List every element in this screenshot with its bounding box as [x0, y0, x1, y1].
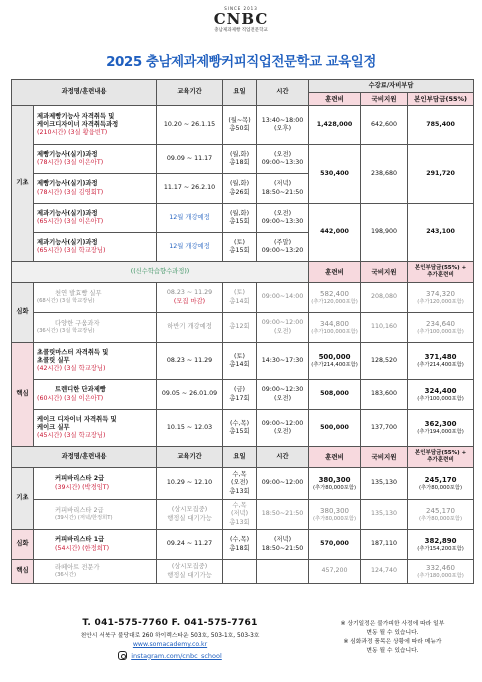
course-period: 08.23 ~ 11.29 (모집 마감): [157, 283, 223, 313]
header-day: 요일: [223, 80, 257, 106]
course-fee: 380,300 (추가80,000포함): [309, 468, 361, 500]
course-fee: 442,000: [309, 204, 361, 262]
sub-header-self: 본인부담금(55%) + 추가훈련비: [408, 262, 474, 283]
header-time: 시간: [257, 80, 309, 106]
table-row: [12, 468, 474, 500]
sub-header-support: 국비지원: [361, 262, 408, 283]
course-day: (토) 총14회: [223, 283, 257, 313]
course-fee: 457,200: [309, 560, 361, 584]
course-period: 09.05 ~ 26.01.09: [157, 380, 223, 410]
course-period: (상시모집중) 행정실 대기가능: [157, 500, 223, 530]
header2-day: 요일: [223, 447, 257, 468]
contact-info: [20, 618, 320, 660]
course-self: 245,170 (추가80,000포함): [408, 500, 474, 530]
course-self: 291,720: [408, 145, 474, 204]
course-support: 642,600: [361, 106, 408, 145]
course-name: 트렌디한 단과제빵 (60시간) (3실 이은아T): [34, 380, 157, 410]
course-time: (오전) 09:00~13:30: [257, 145, 309, 174]
course-day: (토) 총15회: [223, 233, 257, 262]
course-self: 324,400 (추가100,000포함): [408, 380, 474, 410]
course-fee: 1,428,000: [309, 106, 361, 145]
course-time: 09:00~14:00: [257, 283, 309, 313]
course-support: 238,680: [361, 145, 408, 204]
course-name: 라떼아트 전문가 (36시간): [34, 560, 157, 584]
header2-support: 국비지원: [361, 447, 408, 468]
instagram-icon: [118, 651, 127, 660]
header-period: 교육기간: [157, 80, 223, 106]
course-time: (오전) 09:00~13:30: [257, 204, 309, 233]
header-fee: 훈련비: [309, 93, 361, 106]
course-time: [257, 560, 309, 584]
course-day: 수,목 (저녁) 총13회: [223, 500, 257, 530]
course-support: 128,520: [361, 343, 408, 380]
course-period: 09.24 ~ 11.27: [157, 530, 223, 560]
course-name: 커피바리스타 1급 (54시간) (한정희T): [34, 530, 157, 560]
course-day: (토) 총14회: [223, 343, 257, 380]
course-name: 천연 발효빵 실무 (68시간) (3실 학교장님): [34, 283, 157, 313]
address: 천안시 서북구 불당대로 260 하이렉스타운 503호, 503-1호, 503-3호: [80, 633, 260, 639]
course-self: 234,640 (추가100,000포함): [408, 313, 474, 343]
course-period: (상시모집중) 행정실 대기가능: [157, 560, 223, 584]
course-self: 374,320 (추가120,000포함): [408, 283, 474, 313]
course-support: 124,740: [361, 560, 408, 584]
course-period: 10.29 ~ 12.10: [157, 468, 223, 500]
course-self: 371,480 (추가214,400포함): [408, 343, 474, 380]
course-day: (수,목) 총18회: [223, 530, 257, 560]
course-self: 362,300 (추가194,000포함): [408, 410, 474, 447]
course-period: 12월 개강예정: [157, 204, 223, 233]
course-name: 제과기능사(실기)과정 (65시간) (3실 이은아T): [34, 204, 157, 233]
course-period: 10.15 ~ 12.03: [157, 410, 223, 447]
table-row: [12, 410, 474, 447]
section-label: ((신수학습향수과정)): [12, 262, 309, 283]
instagram-link[interactable]: [20, 651, 320, 660]
course-fee: 500,000 (추가214,400포함): [309, 343, 361, 380]
table-row: [12, 560, 474, 584]
course-day: (월,화) 총26회: [223, 174, 257, 204]
header2-period: 교육기간: [157, 447, 223, 468]
course-self: 243,100: [408, 204, 474, 262]
header-fees: 수강료/자비부담: [309, 80, 474, 93]
category-deep-coffee: 심화: [12, 530, 34, 560]
course-day: (월~목) 총50회: [223, 106, 257, 145]
course-time: 09:00~12:00 (오전): [257, 410, 309, 447]
course-support: 208,080: [361, 283, 408, 313]
course-time: (주말) 09:00~13:20: [257, 233, 309, 262]
course-fee: 570,000: [309, 530, 361, 560]
phone-fax: T. 041-575-7760 F. 041-575-7761: [82, 618, 258, 628]
course-period: 08.23 ~ 11.29: [157, 343, 223, 380]
course-name: 제과제빵기능사 자격취득 및 케이크디자이너 자격취득과정 (210시간) (3실 황융빈T): [34, 106, 157, 145]
logo-org-name: 충남제과제빵 직업전문학교: [214, 28, 268, 33]
course-time: (저녁) 18:50~21:50: [257, 174, 309, 204]
course-day: (월,화) 총18회: [223, 145, 257, 174]
course-support: 135,130: [361, 468, 408, 500]
course-fee: 508,000: [309, 380, 361, 410]
header2-course: 과정명/훈련내용: [12, 447, 157, 468]
course-support: 137,700: [361, 410, 408, 447]
table-row: [12, 283, 474, 313]
course-self: 245,170 (추가80,000포함): [408, 468, 474, 500]
table-row: [12, 106, 474, 145]
course-fee: 500,000: [309, 410, 361, 447]
schedule-table: [11, 79, 474, 584]
header2-time: 시간: [257, 447, 309, 468]
course-name: 커피바리스타 2급 (39시간) (저녁/한정희T): [34, 500, 157, 530]
title-year: 2025: [106, 54, 142, 70]
course-fee: 344,800 (추가100,000포함): [309, 313, 361, 343]
course-day: [223, 560, 257, 584]
course-time: 13:40~18:00 (오후): [257, 106, 309, 145]
course-name: 제과기능사(실기)과정 (65시간) (3실 학교장님): [34, 233, 157, 262]
course-name: 커피바리스타 2급 (39시간) (박경임T): [34, 468, 157, 500]
course-period: 하반기 개강예정: [157, 313, 223, 343]
header2-fee: 훈련비: [309, 447, 361, 468]
website-link[interactable]: www.somacademy.co.kr: [132, 641, 208, 648]
table-row: [12, 530, 474, 560]
course-time: 09:00~12:00: [257, 468, 309, 500]
course-day: 수,목 (오전) 총13회: [223, 468, 257, 500]
school-logo: [0, 6, 482, 33]
notice-line: 변동 될 수 있습니다.: [366, 647, 419, 654]
course-day: (수,목) 총15회: [223, 410, 257, 447]
course-support: 135,130: [361, 500, 408, 530]
course-support: 183,600: [361, 380, 408, 410]
course-period: 11.17 ~ 26.2.10: [157, 174, 223, 204]
notice-line: ※ 상기일정은 불가피한 사정에 따라 일부: [340, 621, 445, 627]
course-time: 09:00~12:00 (오전): [257, 313, 309, 343]
course-period: 12월 개강예정: [157, 233, 223, 262]
table-row: [12, 343, 474, 380]
category-basic: 기초: [12, 106, 34, 262]
course-fee: 380,300 (추가80,000포함): [309, 500, 361, 530]
logo-since: SINCE 2013: [224, 6, 258, 11]
course-name: 다양한 구움과자 (36시간) (3실 학교장님): [34, 313, 157, 343]
header-support: 국비지원: [361, 93, 408, 106]
sub-header-fee: 훈련비: [309, 262, 361, 283]
course-name: 제빵기능사(실기)과정 (78시간) (3실 김영회T): [34, 174, 157, 204]
course-fee: 530,400: [309, 145, 361, 204]
course-time: 09:00~12:30 (오전): [257, 380, 309, 410]
category-basic-coffee: 기초: [12, 468, 34, 530]
category-deep: 심화: [12, 283, 34, 343]
course-time: 18:50~21:50: [257, 500, 309, 530]
table-row: [12, 313, 474, 343]
instagram-text: instagram.com/cnbc_school: [131, 651, 222, 660]
course-support: 198,900: [361, 204, 408, 262]
table-row: [12, 500, 474, 530]
category-core-coffee: 핵심: [12, 560, 34, 584]
header-course: 과정명/훈련내용: [12, 80, 157, 106]
course-self: 785,400: [408, 106, 474, 145]
course-name: 케이크 디자이너 자격취득 및 케이크 실무 (45시간) (3실 학교장님): [34, 410, 157, 447]
course-support: 110,160: [361, 313, 408, 343]
page-title: [0, 50, 482, 70]
course-day: (월,화) 총15회: [223, 204, 257, 233]
course-fee: 582,400 (추가120,000포함): [309, 283, 361, 313]
table-row: [12, 204, 474, 233]
table-row: [12, 380, 474, 410]
title-name: 충남제과제빵커피직업전문학교 교육일정: [145, 54, 376, 70]
table-row: [12, 145, 474, 174]
logo-mark: CNBC: [213, 10, 269, 28]
notice: [310, 620, 475, 656]
section-header: [12, 262, 474, 283]
course-period: 10.20 ~ 26.1.15: [157, 106, 223, 145]
course-support: 187,110: [361, 530, 408, 560]
header2-self: 본인부담금(55%) + 추가훈련비: [408, 447, 474, 468]
course-name: 제빵기능사(실기)과정 (78시간) (3실 이은아T): [34, 145, 157, 174]
course-period: 09.09 ~ 11.17: [157, 145, 223, 174]
course-self: 332,460 (추가180,000포함): [408, 560, 474, 584]
course-time: 14:30~17:30: [257, 343, 309, 380]
course-self: 382,890 (추가154,200포함): [408, 530, 474, 560]
category-core: 핵심: [12, 343, 34, 447]
course-name: 초콜릿마스터 자격취득 및 초콜릿 실무 (42시간) (3실 학교장님): [34, 343, 157, 380]
header-self: 본인부담금(55%): [408, 93, 474, 106]
course-day: 총12회: [223, 313, 257, 343]
course-day: (금) 총17회: [223, 380, 257, 410]
course-time: (저녁) 18:50~21:50: [257, 530, 309, 560]
notice-line: ※ 심화과정 품목은 상황에 따라 메뉴가: [343, 638, 442, 645]
notice-line: 변동 될 수 있습니다.: [366, 629, 419, 636]
